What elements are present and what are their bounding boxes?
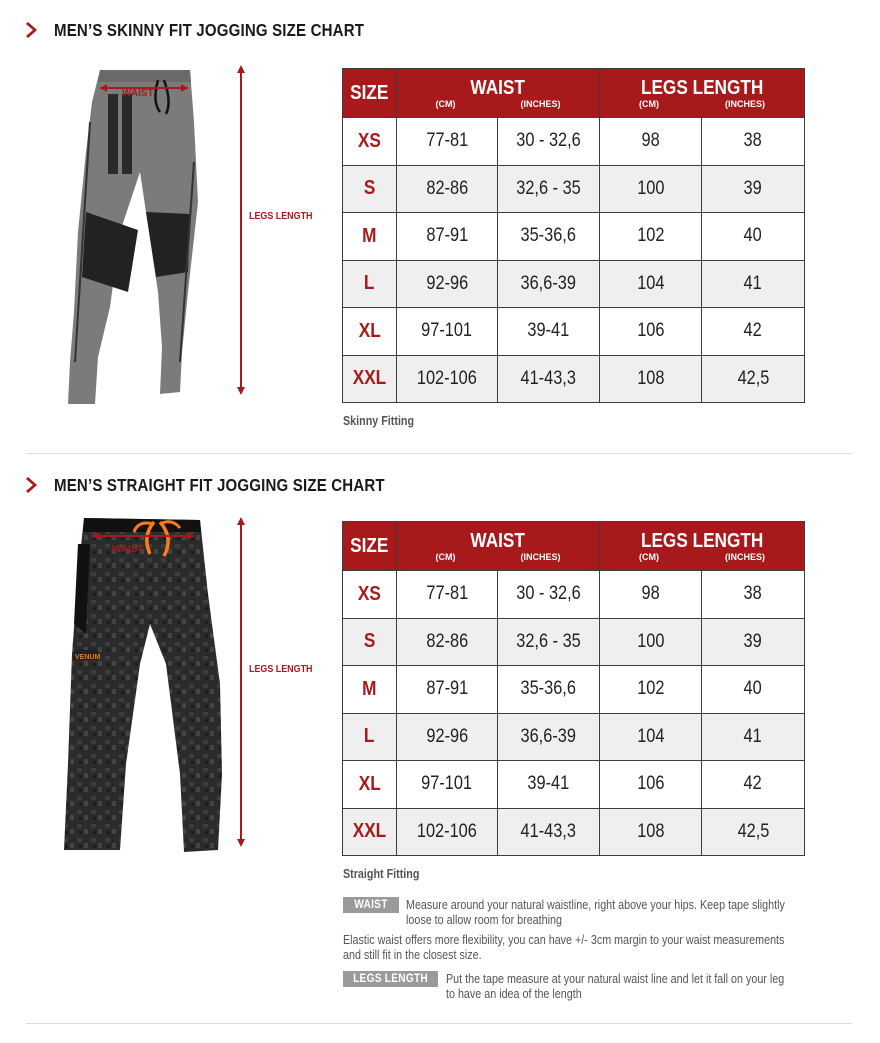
elastic-waist-note: Elastic waist offers more flexibility, you can have +/- 3cm margin to your waist measurements and still fit in the closest size.: [343, 933, 785, 962]
fitting-label-straight: Straight Fitting: [343, 867, 420, 881]
table-row: L 92-96 36,6-39 104 41: [343, 260, 805, 308]
size-header: SIZE: [343, 69, 397, 118]
section-divider: [26, 453, 852, 454]
size-table-straight: [342, 521, 805, 856]
table-row: L 92-96 36,6-39 104 41: [343, 713, 805, 761]
legs-length-arrow: [236, 65, 246, 395]
waist-note-text: Measure around your natural waistline, right above your hips. Keep tape slightly loose to allow room for breathing: [406, 898, 785, 927]
table-row: XXL 102-106 41-43,3 108 42,5: [343, 355, 805, 403]
section-title-skinny: [26, 18, 415, 42]
table-row: XS 77-81 30 - 32,6 98 38: [343, 571, 805, 619]
waist-note-tag: WAIST: [343, 897, 399, 913]
fitting-label-skinny: Skinny Fitting: [343, 414, 415, 428]
legs-length-note-tag: LEGS LENGTH: [343, 971, 438, 987]
waist-header: WAIST (CM) (INCHES): [397, 69, 600, 118]
table-row: S 82-86 32,6 - 35 100 39: [343, 618, 805, 666]
table-row: XL 97-101 39-41 106 42: [343, 761, 805, 809]
table-row: XS 77-81 30 - 32,6 98 38: [343, 118, 805, 166]
table-row: M 87-91 35-36,6 102 40: [343, 666, 805, 714]
table-row: XXL 102-106 41-43,3 108 42,5: [343, 808, 805, 856]
section-title-text: MEN’S SKINNY FIT JOGGING SIZE CHART: [54, 19, 365, 40]
legs-length-note-text: Put the tape measure at your natural waist line and let it fall on your leg to have an idea of the length: [446, 972, 785, 1001]
legs-length-header: LEGS LENGTH (CM) (INCHES): [600, 69, 805, 118]
waist-label: WAIST: [122, 88, 154, 99]
straight-jogger-pants-icon: [62, 514, 224, 856]
waist-label: WAIST: [112, 544, 144, 555]
table-row: M 87-91 35-36,6 102 40: [343, 213, 805, 261]
legs-length-arrow: [236, 517, 246, 847]
skinny-jogger-pants-icon: [60, 62, 200, 407]
brand-mark: VENUM: [75, 654, 101, 661]
size-table-skinny: [342, 68, 805, 403]
table-row: S 82-86 32,6 - 35 100 39: [343, 165, 805, 213]
chevron-right-icon: [26, 21, 40, 39]
legs-length-header: LEGS LENGTH (CM) (INCHES): [600, 522, 805, 571]
section-title-text: MEN’S STRAIGHT FIT JOGGING SIZE CHART: [54, 474, 385, 495]
table-row: XL 97-101 39-41 106 42: [343, 308, 805, 356]
size-header: SIZE: [343, 522, 397, 571]
chevron-right-icon: [26, 476, 40, 494]
legs-length-label: LEGS LENGTH: [249, 210, 313, 222]
bottom-divider: [26, 1023, 852, 1024]
section-title-straight: [26, 473, 439, 497]
waist-header: WAIST (CM) (INCHES): [397, 522, 600, 571]
legs-length-label: LEGS LENGTH: [249, 663, 313, 675]
